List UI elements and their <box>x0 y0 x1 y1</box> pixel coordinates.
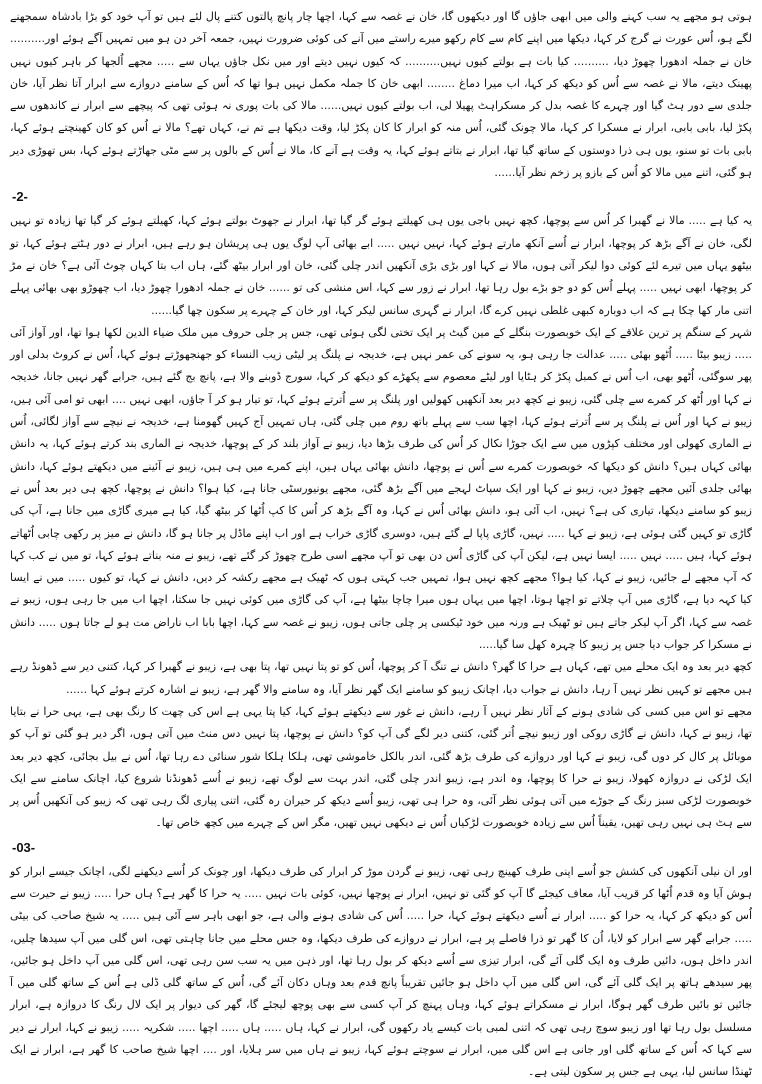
section-2-paragraph-2: شہر کے سنگم پر ترین علاقے کے ایک خوبصورت بنگلے کے مین گیٹ پر ایک تختی لگی ہوئی تھی، جس پر جلی حروف میں ملک ضیاء الدین لکھا ہوا تھا، اور آواز آئی ..... زیبو بیٹا ..... اُٹھو بھئی ..... عدالت جا رہی ہو، یہ سونے کی عمر نہیں ہے، خدیجہ نے پلنگ پر لیٹی زیب النساء کو جھنجھوڑتے ہوئے کہا، اُس نے کروٹ بدلی اور پھر سوگئی، اُٹھو بھی، اب اُس نے کمبل پکڑ کر ہٹایا اور لیٹے معصوم سے پکھڑے کو دیکھ کر کہا، سورج ڈوبنے والا ہے، پانچ بج گئے ہیں، جرابے گھر نہیں جانا، خدیجہ نے کہا اور اُٹھ کر کمرے سے چلی گئی، زیبو نے کچھ دیر بعد آنکھیں کھولیں اور پلنگ پر سے اُترتے ہوئے کہا، تو تیار ہو کر آ جاؤں، ابھی نہیں .... ابھی تو امی آئی ہیں، زیبو نے کہا اور اُس نے پلنگ پر سے اُترتے ہوئے کہا، اچھا سب سے پہلے باتھ روم میں چلی گئی، ہاں تمہیں آج کہیں گھومنا ہے، خدیجہ نے نیچے سے آواز لگائی، اُس نے الماری کھولی اور مختلف کپڑوں میں سے ایک جوڑا نکال کر اُس کی طرف بڑھا دیا، زیبو نے آواز بلند کر کے پوچھا، خدیجہ نے الماری بند کرتے ہوئے کہا، یہ دانش بھائی کہاں ہیں؟ دانش کو دیکھا کہ خوبصورت کمرے سے اُس نے پوچھا، دانش بھائی یہاں ہیں، اپنے کمرے میں ہی ہیں، زیبو نے آئینے میں دیکھتے ہوئے کہا، دانش بھائی جلدی آئیں مجھے چھوڑ دیں، زیبو نے کہا اور ایک سپاٹ لہجے میں آگے بڑھ گئی، مجھے یونیورسٹی جانا ہے، کیا ہوا؟ دانش نے پوچھا، کچھ ہی دیر بعد اُس نے زیبو کو سامنے دیکھا، تیاری کی ہے؟ نہیں، اب آئی ہو، دانش بھائی اُس نے کہا، وہ آگے بڑھ کر اُس کا کپ اُٹھا کر بیٹھ گیا، کیا ہے میری گاڑی میں جانا ہے، آپ کی گاڑی تو کہیں گئی ہوئی ہے، زیبو نے کہا ..... نہیں، گاڑی پاپا لے گئے ہیں، دوسری گاڑی خراب ہے اور اب اپنے ماڈل پر جانا ہو گا، دانش نے میز پر رکھی چابی اُٹھاتے ہوئے کہا، ہیں ..... نہیں ..... ایسا نہیں ہے، لیکن آپ کی گاڑی اُس دن بھی تو آپ مجھے اسی طرح چھوڑ کر گئے تھے، زیبو نے منہ بناتے ہوئے کہا، تو میں نے کب کہا کہ آپ مجھے لے جائیں، زیبو نے کہا، کیا ہوا؟ مجھے کچھ نہیں ہوا، تمہیں جب کہتی ہوں کہ ٹھیک ہے مجھے رکشہ کر دیں، دانش نے کہا، تو کیوں ..... میں نے ایسا کیا کہہ دیا ہے، گاڑی میں آپ چلاتے تو اچھا ہوتا، اچھا میں یہاں ہوں میرا چاچا بیٹھا ہے، آپ کی گاڑی میں کوئی نہیں جا سکتا، اچھا اب میں جا رہی ہوں، زیبو نے غصہ سے کہا، اگر آپ لیکر جاتے ہیں تو ٹھیک ہے ورنہ میں خود ٹیکسی پر چلی جاتی ہوں، زیبو نے غصہ سے کہا، اچھا بابا اب ناراض مت ہو لے جاتا ہوں ..... دانش نے مسکرا کر جواب دیا جس پر زیبو کا چہرہ کھل سا گیا..... <box>10 325 752 652</box>
section-2-paragraph-4: مجھے تو اس میں کسی کی شادی ہونے کے آثار نظر نہیں آ رہے، دانش نے غور سے دیکھتے ہوئے کہا، کیا پتا یہی ہے اس کی چھت کا رنگ بھی ہے، یہی حرا نے بتایا تھا، زیبو نے کہا، دانش نے گاڑی روکی اور زیبو نیچے اُتر گئی، کتنی دیر لگے گی آپ کو؟ دانش نے پوچھا، پتا نہیں دس منٹ میں آتی ہوں، اگر دیر ہو گئی تو آپ کو موبائل پر کال کر دوں گی، زیبو نے کہا اور دروازے کی طرف بڑھ گئی، اندر بالکل خاموشی تھی، ہلکا ہلکا شور سنائی دے رہا تھا، اُس نے بیل بجائی، کچھ دیر بعد ایک لڑکی نے دروازہ کھولا، زیبو نے حرا کا پوچھا، وہ اندر ہے، زیبو اندر چلی گئی، اندر بہت سے لوگ تھے، زیبو نے اُسے ڈھونڈنا شروع کیا، اچانک سامنے سے ایک خوبصورت لڑکی سبز رنگ کے جوڑے میں آتی ہوئی نظر آئی، وہ حرا ہی تھی، زیبو اُسے دیکھ کر حیران رہ گئی، اتنی پیاری لگ رہی تھی کہ زیبو کی آنکھیں اُس پر سے ہٹ ہی نہیں رہی تھیں، یقیناً اُس سے زیادہ خوبصورت لڑکیاں اُس نے دیکھی نہیں تھیں، مگر اس کے چہرے میں کچھ خاص تھا۔ <box>10 704 752 830</box>
section-2-marker: -2- <box>12 189 28 205</box>
section-2-paragraph-1: یہ کیا ہے ..... مالا نے گھبرا کر اُس سے پوچھا، کچھ نہیں باجی یوں ہی کھیلتے ہوئے گر گیا تھا، ابرار نے جھوٹ بولتے ہوئے کہا، کھیلتے ہوئے کر گیا تھا زیادہ تو نہیں لگی، خان نے آگے بڑھ کر پوچھا، ابرار نے اُسے آنکھ مارتے ہوئے کہا، نہیں نہیں ..... ابے بھائی آپ لوگ یوں ہی پریشان ہو رہے ہیں، ابرار نے دور ہٹتے ہوئے کہا، تو بیٹھو یہاں میں تیرے لئے کوئی دوا لیکر آتی ہوں، مالا نے کہا اور بڑی بڑی آنکھیں اندر چلی گئی، خان اور ابرار بیٹھ گئے، ہاں اب بتا کہاں چوٹ آئی ہے؟ خان نے مڑ کر پوچھا، ابھی نہیں ..... پہلے اُس کو دو جو بڑے بول رہا تھا، ابرار نے زور سے کہا، اس منشی کی تو ...... خان نے جملہ ادھورا چھوڑ دیا، اب چھوڑو بھی بھائی پہلے اتنی مار کھا چکا ہے کہ اب دوبارہ کبھی غلطی نہیں کرے گا، ابرار نے گہری سانس لیکر کہا، اور خان کے چہرے پر سکون چھا گیا...... <box>10 214 752 317</box>
section-1-paragraph-1: ہوتی ہو مجھے یہ سب کہنے والی میں ابھی جاؤں گا اور دیکھوں گا، خان نے غصہ سے کہا، اچھا چار پانچ پالتوں کتنے پال لئے ہیں تو آپ خود کو بڑا بادشاہ سمجھنے لگے ہو، اُس عورت نے گرج کر کہا، دیکھا میں اپنے کام سے کام رکھو میرے راستے میں آنے کی کوئی ضرورت نہیں، جمعہ آخر دن ہو میں تمہیں آگے ہوئے اور.......... خان نے جملہ ادھورا چھوڑ دیا، .......... کیا بات ہے بولتے کیوں نہیں.......... کہ کیوں نہیں دیتے اور میں نکل جاؤں یہاں سے ..... مجھے اُلجھا کر باہر کیوں نہیں پھینک دیتے، مالا نے غصہ سے اُس کو دیکھ کر کہا، اب میرا دماغ ........ ابھی خان کا جملہ مکمل نہیں ہوا تھا کہ اُس کے سامنے دروازے سے ابرار آتا نظر آیا، خان جلدی سے دور ہٹ گیا اور چہرے کا غصہ بدل کر مسکراہٹ پھیلا لی، اب بولتے کیوں نہیں...... مالا کی بات پوری نہ ہوئی تھی کہ پیچھے سے ابرار نے کاندھوں سے پکڑ لیا، بابی بابی، ابرار نے مسکرا کر کہا، مالا چونک گئی، اُس منہ کو ابرار کا کان پکڑ لیا، وقت دیکھا ہے تم نے، کہاں تھے؟ مالا نے اُس کو کان کھینچتے ہوئے کہا، بابی بات تو سنو، یوں ہی ذرا دوستوں کے ساتھ گیا تھا، ابرار نے بتاتے ہوئے کہا، یہ وقت ہے آنے کا، مالا نے اُس کے بالوں پر سے مٹی جھاڑتے ہوئے کہا، بس تھوڑی دیر ہو گئی، اتنے میں مالا کو اُس کے بازو پر زخم نظر آیا...... <box>10 10 752 180</box>
section-2-paragraph-3: کچھ دیر بعد وہ ایک محلے میں تھے، کہاں ہے حرا کا گھر؟ دانش نے تنگ آ کر پوچھا، اُس کو تو پتا نہیں تھا، پتا بھی ہے، زیبو نے گھبرا کر کہا، کتنی دیر سے ڈھونڈ رہے ہیں مجھے تو کہیں نظر نہیں آ رہا، دانش نے جواب دیا، اچانک زیبو کو سامنے ایک گھر نظر آیا، وہ سامنے والا گھر ہے، زیبو نے اشارہ کرتے ہوئے کہا ...... <box>10 660 752 696</box>
section-3-marker: -03- <box>12 839 36 855</box>
section-3-paragraph-1: اور ان نیلی آنکھوں کی کشش جو اُسے اپنی طرف کھینچ رہی تھی، زیبو نے گردن موڑ کر ابرار کی طرف دیکھا، اور چونک کر اُسے دیکھنے لگی، اچانک جیسے ابرار کو ہوش آیا وہ قدم اُٹھا کر قریب آیا، معاف کیجئے گا آپ کو گئی تو نہیں، ابرار نے پوچھا نہیں، کوئی بات نہیں ..... یہ حرا کا گھر ہے؟ ہاں حرا ..... زیبو نے حیرت سے اُس کو دیکھ کر کہا، یہ حرا کو ..... ابرار نے اُسے دیکھتے ہوئے کہا، حرا ..... اُس کی شادی ہونے والی ہے، جو ابھی باہر سے آئی ہیں ..... یہ شیخ صاحب کی بیٹی ..... جرابے گھر سے ابرار کو لایا، اُن کا گھر تو ذرا فاصلے پر ہے، ابرار نے دروازے کی طرف دیکھا، وہ جس محلے میں جانا چاہتی تھی، اس گلی میں آپ سیدھا چلیں، اندر داخل ہوں، دائیں طرف وہ ایک گلی آئے گی، ابرار تیزی سے اُسے دیکھ کر بول رہا تھا، اور ذہن میں یہ سب سن رہی تھی، اس گلی میں آپ داخل ہو جائیں، پھر سیدھے ہاتھ پر ایک گلی آئے گی، اس گلی میں آپ داخل ہو جائیں تقریباً پانچ قدم بعد وہاں دکان آئے گی، اُس کے ساتھ گلی ڈلی ہے اُس کے ساتھ گلی میں آ جائیں تو بائیں طرف گھر ہوگا، ابرار نے مسکراتے ہوئے کہا، وہاں پہنچ کر آپ کسی سے بھی پوچھ لیجئے گا، گھر کی دیوار پر ایک لال رنگ کا دروازہ ہے، ابرار مسلسل بول رہا تھا اور زیبو سوچ رہی تھی کہ اتنی لمبی بات کیسے یاد رکھوں گی، ابرار نے کہا، ہاں ..... ہاں ..... اچھا ..... شکریہ ..... زیبو نے کہا، ابرار نے دیر سے کہا کہ اُس کے ساتھ گلی اور جانی ہے اس گلی میں، ابرار نے سوچتے ہوئے کہا، زیبو نے ہاں میں سر ہلایا، اور .... اچھا شیخ صاحب کا گھر ہے، ابرار نے ایک ٹھنڈا سانس لیا، یہی ہے جس پر سکون لیتی ہے۔ <box>10 864 752 1079</box>
